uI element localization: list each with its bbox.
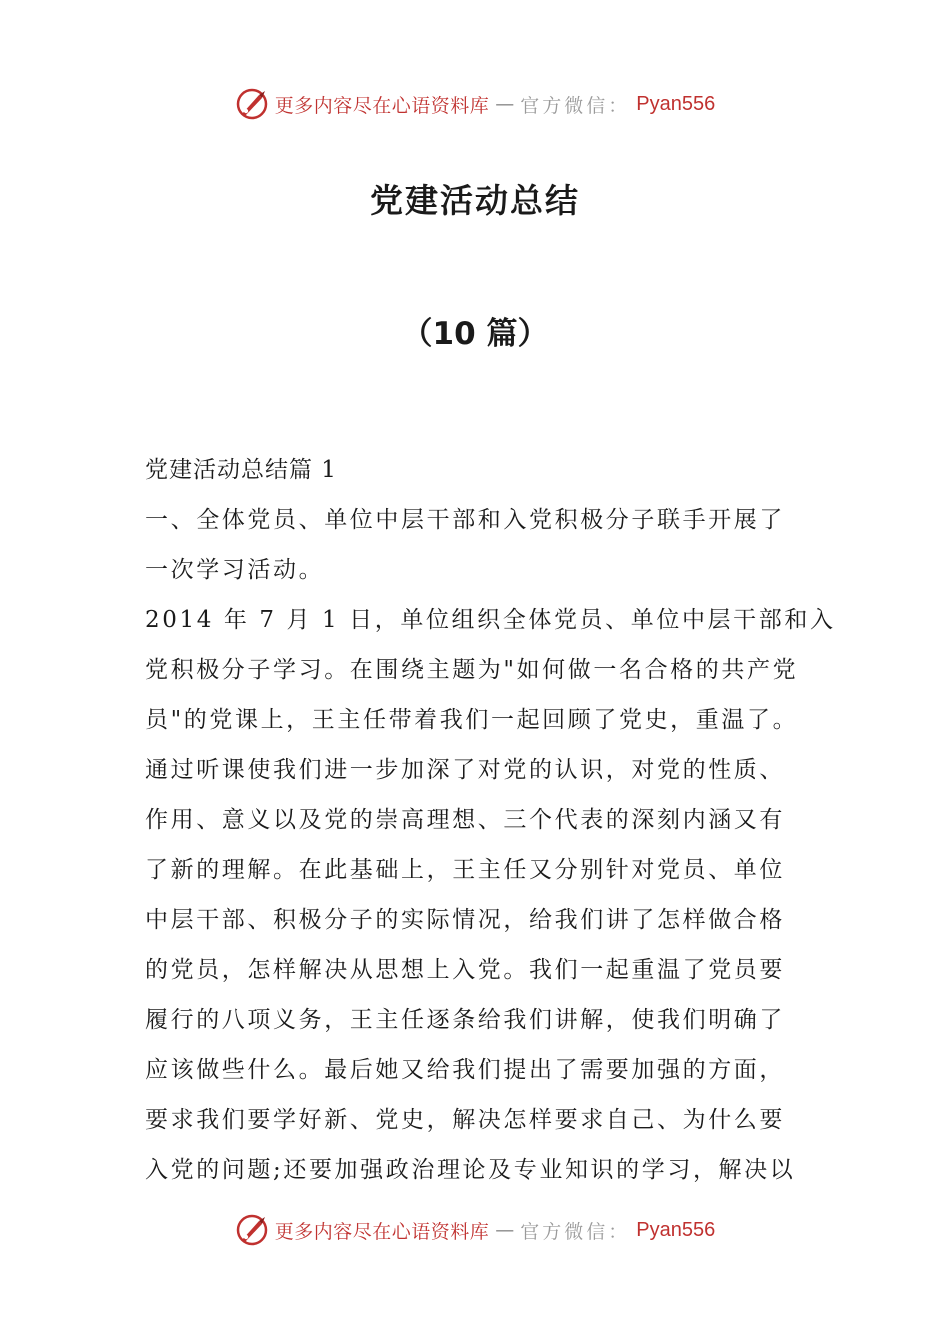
banner-wechat-label: 官方微信：: [520, 1220, 631, 1243]
body-line: 了新的理解。在此基础上，王主任又分别针对党员、单位: [145, 857, 785, 883]
quill-pen-logo-icon: [235, 87, 269, 121]
body-line: 员"的党课上，王主任带着我们一起回顾了党史，重温了。: [145, 707, 799, 733]
body-line: 履行的八项义务，王主任逐条给我们讲解，使我们明确了: [145, 1007, 785, 1033]
banner-wechat-id: Pyan556: [636, 92, 716, 115]
footer-banner: [0, 1210, 950, 1250]
header-banner: [0, 84, 950, 124]
banner-separator: —: [495, 1219, 515, 1241]
banner-wechat-label: 官方微信：: [520, 94, 631, 117]
body-line: 入党的问题;还要加强政治理论及专业知识的学习，解决以: [145, 1157, 796, 1183]
banner-slogan: 更多内容尽在心语资料库: [274, 94, 490, 117]
document-body: [145, 445, 836, 1195]
banner-separator: —: [495, 93, 515, 115]
body-line: 作用、意义以及党的崇高理想、三个代表的深刻内涵又有: [145, 807, 785, 833]
body-line: 中层干部、积极分子的实际情况，给我们讲了怎样做合格: [145, 907, 785, 933]
document-title: 党建活动总结: [370, 181, 580, 220]
banner-wechat-id: Pyan556: [636, 1218, 716, 1241]
body-line: 2014 年 7 月 1 日，单位组织全体党员、单位中层干部和入: [145, 607, 836, 633]
body-line: 一、全体党员、单位中层干部和入党积极分子联手开展了: [145, 507, 785, 533]
body-line: 要求我们要学好新、党史，解决怎样要求自己、为什么要: [145, 1107, 785, 1133]
document-subtitle: （10 篇）: [401, 316, 549, 352]
banner-slogan: 更多内容尽在心语资料库: [274, 1220, 490, 1243]
body-line: 应该做些什么。最后她又给我们提出了需要加强的方面，: [145, 1057, 785, 1083]
quill-pen-logo-icon: [235, 1213, 269, 1247]
body-line: 通过听课使我们进一步加深了对党的认识，对党的性质、: [145, 757, 785, 783]
body-line: 一次学习活动。: [145, 557, 325, 583]
section-heading: 党建活动总结篇 1: [145, 457, 337, 483]
body-line: 党积极分子学习。在围绕主题为"如何做一名合格的共产党: [145, 657, 799, 683]
body-line: 的党员，怎样解决从思想上入党。我们一起重温了党员要: [145, 957, 785, 983]
